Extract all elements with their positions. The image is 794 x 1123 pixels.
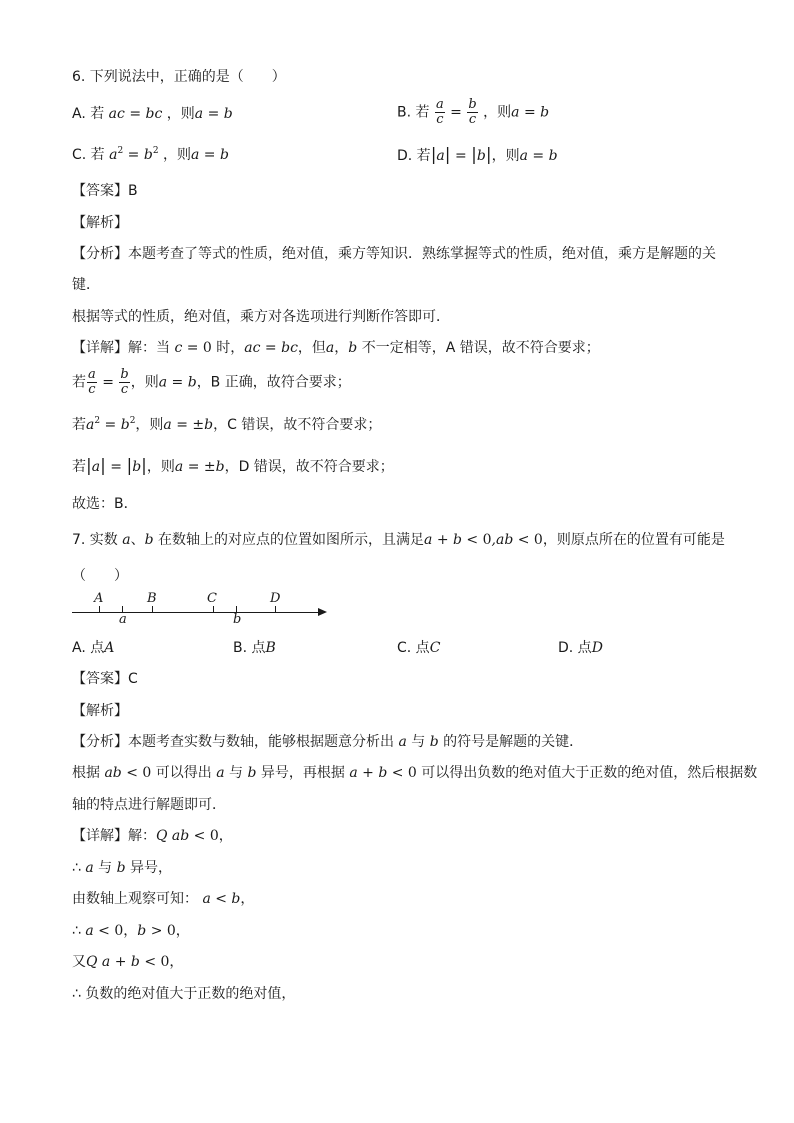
math-expr: a bbox=[325, 340, 335, 356]
q7-detail-line-1: 【详解】解：Q ab < 0， bbox=[72, 828, 233, 844]
q7-stem-line-2: （ ） bbox=[72, 568, 128, 584]
point-label-b-upper: B bbox=[147, 591, 157, 606]
option-text: ，则 bbox=[163, 147, 191, 163]
q6-detail-line-1: 【详解】解：当 c = 0 时，ac = bc，但a，b 不一定相等，A 错误，故不符合要求； bbox=[72, 340, 600, 356]
q6-option-a bbox=[72, 104, 233, 124]
math-expr: |a| = |b| bbox=[86, 456, 147, 476]
option-label: C. 点 bbox=[397, 640, 430, 656]
math-expr: b bbox=[348, 340, 362, 356]
math-expr: c = 0 bbox=[170, 340, 212, 356]
math-expr: a = b bbox=[194, 106, 233, 122]
arrow-right-icon bbox=[318, 608, 327, 616]
math-expr: ac = bc bbox=[104, 106, 167, 122]
text: 7. 实数 bbox=[72, 532, 118, 548]
text: 与 bbox=[229, 765, 244, 781]
option-text: ，则 bbox=[166, 106, 195, 122]
q7-stem-line-1: 7. 实数 a、b 在数轴上的对应点的位置如图所示，且满足a + b < 0,ab < 0，则原点所在的位置有可能是 bbox=[72, 532, 725, 548]
text: 若 bbox=[72, 417, 86, 433]
q6-detail-line-3 bbox=[72, 415, 381, 435]
text: ，D 错误，故不符合要求； bbox=[224, 459, 394, 475]
option-label: B. 点 bbox=[233, 640, 266, 656]
option-label: C. 若 bbox=[72, 147, 105, 163]
math-expr: a = b bbox=[191, 147, 229, 163]
q6-analysis-line-3: 根据等式的性质，绝对值，乘方对各选项进行判断作答即可． bbox=[72, 309, 450, 325]
q7-analysis-line-3: 轴的特点进行解题即可． bbox=[72, 797, 226, 813]
variable-label-b: b bbox=[233, 612, 242, 627]
text: 在数轴上的对应点的位置如图所示，且满足 bbox=[158, 532, 425, 548]
q6-detail-line-2: 若 $\frac{a}{c}$ = $\frac{b}{c}$ ，则a = b，B 正确，故符合要求； bbox=[72, 367, 351, 397]
q7-answer: 【答案】C bbox=[72, 671, 138, 687]
text: ，则 bbox=[146, 459, 175, 475]
math-expr: a + b < 0,ab < 0 bbox=[424, 532, 543, 548]
math-expr: $a^2 = b^2$ bbox=[104, 146, 159, 163]
text: 异号， bbox=[130, 860, 173, 876]
text: ，则 bbox=[130, 374, 159, 391]
text: ，但 bbox=[297, 340, 326, 356]
option-label: A. 点 bbox=[72, 640, 105, 656]
text: ∴ bbox=[72, 923, 81, 939]
math-expr: b bbox=[144, 532, 159, 548]
q7-option-c bbox=[397, 638, 440, 658]
q7-analysis-line-1: 【分析】本题考查实数与数轴，能够根据题意分析出 a 与 b 的符号是解题的关键． bbox=[72, 734, 584, 750]
text: 与 bbox=[98, 860, 113, 876]
text: ，则原点所在的位置有可能是 bbox=[542, 532, 725, 548]
q6-analysis-title: 【解析】 bbox=[72, 215, 128, 231]
q6-option-b: B. 若 $\frac{a}{c}$ = $\frac{b}{c}$ ，则a = b bbox=[397, 97, 550, 127]
option-label: D. 点 bbox=[558, 640, 592, 656]
option-point: A bbox=[104, 640, 115, 656]
option-text: ，则 bbox=[483, 104, 512, 121]
q6-analysis-line-1: 【分析】本题考查了等式的性质，绝对值，乘方等知识．熟练掌握等式的性质，绝对值，乘方是解题的关 bbox=[72, 246, 716, 262]
number-line-axis bbox=[72, 612, 320, 613]
number-line-figure bbox=[72, 590, 332, 630]
q6-choose: 故选：B． bbox=[72, 496, 138, 512]
q7-detail-line-4: ∴ a < 0，b > 0， bbox=[72, 923, 190, 939]
math-expr: a = b bbox=[158, 374, 197, 391]
text: ，则 bbox=[135, 417, 164, 433]
text: 【分析】本题考查实数与数轴，能够根据题意分析出 bbox=[72, 734, 394, 750]
q7-detail-line-5: 又Q a + b < 0， bbox=[72, 954, 184, 970]
text: ，C 错误，故不符合要求； bbox=[213, 417, 382, 433]
text: 根据 bbox=[72, 765, 100, 781]
point-label-a-upper: A bbox=[94, 591, 104, 606]
math-expr: ac = bc bbox=[244, 340, 298, 356]
text: 的符号是解题的关键． bbox=[443, 734, 584, 750]
math-expr: a = ±b bbox=[163, 417, 214, 433]
text: 与 bbox=[411, 734, 426, 750]
fraction: $\frac{a}{c}$ bbox=[88, 367, 96, 397]
text: 异号，再根据 bbox=[260, 765, 345, 781]
option-point: C bbox=[429, 640, 441, 656]
text: 可以得出 bbox=[155, 765, 212, 781]
text: 时， bbox=[216, 340, 245, 356]
q7-detail-line-2: ∴ a 与 b 异号， bbox=[72, 860, 173, 876]
q7-option-b bbox=[233, 638, 276, 658]
point-label-d-upper: D bbox=[270, 591, 281, 606]
q7-detail-line-6: ∴ 负数的绝对值大于正数的绝对值， bbox=[72, 986, 296, 1002]
math-expr: a = b bbox=[511, 104, 550, 121]
text: 由数轴上观察可知： bbox=[72, 891, 198, 907]
text: 不一定相等，A 错误，故不符合要求； bbox=[361, 340, 600, 356]
variable-label-a: a bbox=[119, 612, 127, 627]
fraction: $\frac{b}{c}$ bbox=[120, 367, 129, 397]
text: ，B 正确，故符合要求； bbox=[196, 374, 351, 391]
option-point: D bbox=[591, 640, 603, 656]
q7-analysis-title: 【解析】 bbox=[72, 703, 128, 719]
q7-option-a bbox=[72, 638, 114, 658]
q7-detail-line-3: 由数轴上观察可知： a < b， bbox=[72, 891, 255, 907]
q7-analysis-line-2: 根据 ab < 0 可以得出 a 与 b 异号，再根据 a + b < 0 可以得出负数的绝对值大于正数的绝对值，然后根据数 bbox=[72, 765, 758, 781]
option-point: B bbox=[265, 640, 276, 656]
text: ∴ bbox=[72, 860, 81, 876]
text: 【详解】解：当 bbox=[72, 340, 170, 356]
math-expr: a bbox=[117, 532, 131, 548]
text: 【详解】解： bbox=[72, 828, 156, 844]
text: 可以得出负数的绝对值大于正数的绝对值，然后根据数 bbox=[421, 765, 758, 781]
q6-option-d bbox=[397, 145, 558, 166]
text: 若 bbox=[72, 459, 86, 475]
q6-detail-line-4 bbox=[72, 456, 394, 477]
point-label-c-upper: C bbox=[207, 591, 217, 606]
text: 又 bbox=[72, 954, 86, 970]
math-expr: a = ±b bbox=[174, 459, 225, 475]
math-expr: a = b bbox=[519, 148, 558, 164]
text: 若 bbox=[72, 374, 86, 391]
q6-option-c bbox=[72, 145, 229, 165]
q6-stem: 6. 下列说法中，正确的是（ ） bbox=[72, 69, 286, 85]
option-text: ，则 bbox=[491, 148, 520, 164]
q6-analysis-line-2: 键． bbox=[72, 277, 100, 293]
math-expr: |a| = |b| bbox=[430, 145, 492, 165]
fraction: $\frac{b}{c}$ bbox=[468, 97, 477, 127]
option-label: D. 若 bbox=[397, 148, 431, 164]
fraction: $\frac{a}{c}$ bbox=[435, 97, 444, 127]
q7-option-d bbox=[558, 638, 603, 658]
option-label: A. 若 bbox=[72, 106, 105, 122]
q6-answer: 【答案】B bbox=[72, 183, 138, 199]
option-label: B. 若 bbox=[397, 104, 430, 121]
math-expr: $a^2 = b^2$ bbox=[86, 416, 136, 433]
